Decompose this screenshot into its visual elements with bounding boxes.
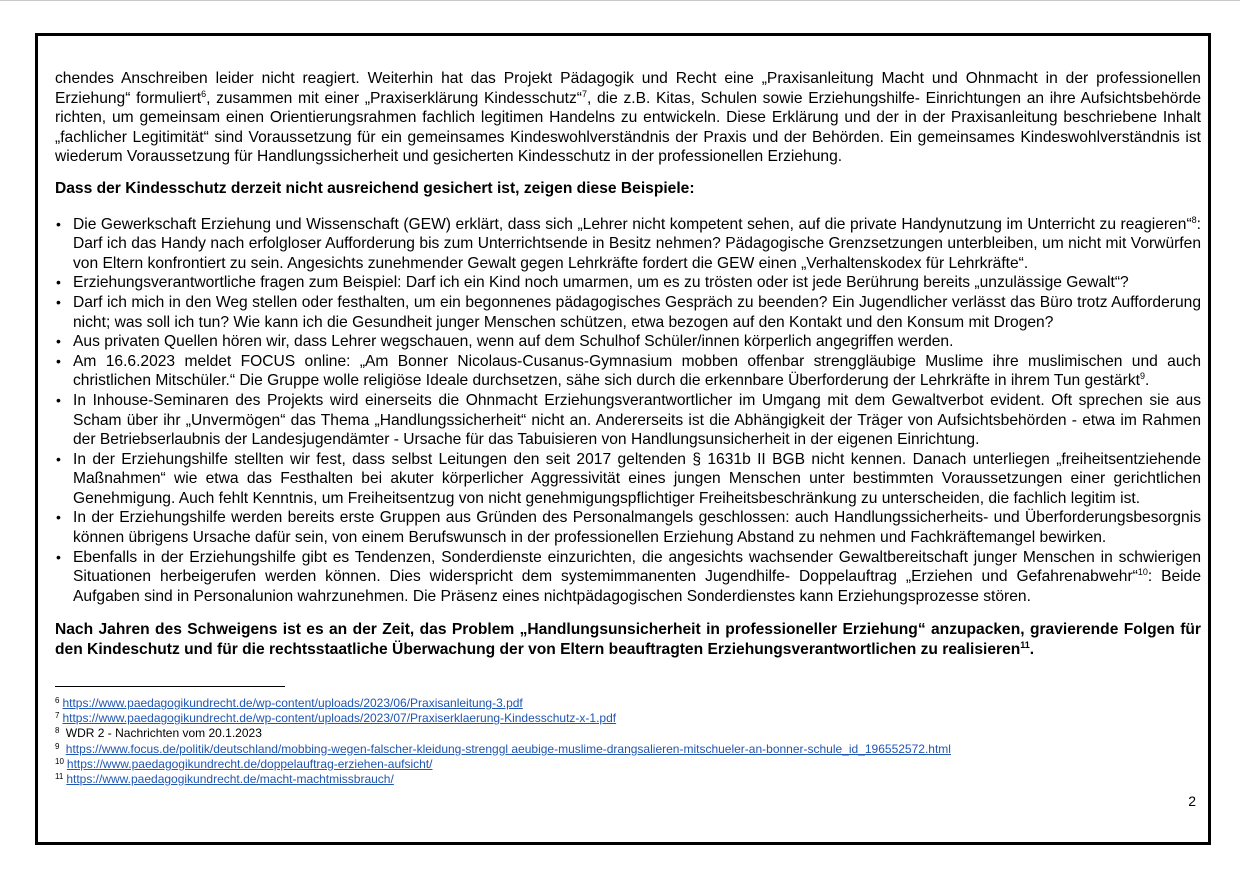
list-item-text: Die Gewerkschaft Erziehung und Wissenschaft (GEW) erklärt, dass sich „Lehrer nicht kompetent sehen, auf die private Handynutzung im Unterricht zu reagieren“ [73, 215, 1192, 233]
intro-text-1: chendes Anschreiben leider nicht reagiert. Weiterhin hat das Projekt Pädagogik und Recht eine „Praxisanleitung Macht und Ohnmacht in der professionellen Erziehung“ formuliert [55, 70, 1201, 107]
bullet-icon: • [56, 352, 61, 369]
top-divider [0, 0, 1240, 1]
footnote-number: 6 [55, 696, 60, 705]
list-item [55, 352, 1201, 391]
footnote-number: 11 [55, 772, 64, 782]
footnote-separator [55, 686, 285, 687]
footnote-ref-10[interactable]: 10 [1137, 567, 1148, 578]
intro-paragraph [55, 69, 1201, 167]
list-item-text: Am 16.6.2023 meldet FOCUS online: „Am Bonner Nicolaus-Cusanus-Gymnasium mobben offenbar strenggläubige Muslime ihre muslimischen und auch christlichen Mitschüler.“ Die Gruppe wolle religiöse Ideale durchsetzen, sähe sich durch die erkennbare Überforderung der Lehrkräfte in ihrem Tun gestärkt [73, 352, 1201, 390]
list-item-text-cont: : Darf ich das Handy nach erfolgloser Aufforderung bis zum Unterrichtsende in Besitz nehmen? Pädagogische Grenzsetzungen unterbleiben, um nicht mit Vorwürfen von Eltern konfrontiert zu sein. Angesichts zunehmender Gewalt gegen Lehrkräfte fordert die GEW einen „Verhaltenskodex für Lehrkräfte“. [73, 215, 1201, 272]
list-item-text-cont: : Beide Aufgaben sind in Personalunion wahrzunehmen. Die Präsenz eines nichtpädagogischen Sonderdienstes kann Erziehungsprozesse stören. [73, 568, 1201, 605]
footnote-7 [55, 711, 1201, 726]
footnote-link[interactable]: https://www.paedagogikundrecht.de/doppelauftrag-erziehen-aufsicht/ [66, 756, 433, 771]
section-heading: Dass der Kindesschutz derzeit nicht ausreichend gesichert ist, zeigen diese Beispiele: [55, 179, 695, 197]
footnote-ref-11[interactable]: 11 [1020, 640, 1030, 651]
list-item [55, 332, 1201, 352]
list-item [55, 391, 1201, 450]
bullet-icon: • [56, 548, 61, 565]
list-item [55, 273, 1201, 293]
bullet-icon: • [56, 450, 61, 467]
list-item-text: Aus privaten Quellen hören wir, dass Lehrer wegschauen, wenn auf dem Schulhof Schüler/innen körperlich angegriffen werden. [73, 333, 954, 351]
footnote-number: 8 [55, 726, 60, 736]
footnotes [55, 696, 1201, 787]
footnote-link[interactable]: https://www.paedagogikundrecht.de/macht-machtmissbrauch/ [66, 772, 394, 787]
footnote-ref-7[interactable]: 7 [581, 88, 587, 99]
footnote-number: 7 [55, 711, 60, 721]
intro-text-3: , die z.B. Kitas, Schulen sowie Erziehungshilfe- Einrichtungen an ihre Aufsichtsbehörde richten, um gemeinsam einen Orientierungsrahmen fachlich legitimen Handelns zu entwickeln. Diese Erklärung und der in der Praxisanleitung beschriebene Inhalt „fachlicher Legitimität“ sind Voraussetzung für ein gemeinsames Kindeswohlverständnis der Praxis und der Behörden. Ein gemeinsames Kindeswohlverständnis ist wiederum Voraussetzung für Handlungssicherheit und gesicherten Kindesschutz in der professionellen Erziehung. [55, 89, 1202, 166]
list-item-text: In der Erziehungshilfe stellten wir fest, dass selbst Leitungen den seit 2017 geltenden § 1631b II BGB nicht kennen. Danach unterliegen „freiheitsentziehende Maßnahmen“ wie etwa das Festhalten bei akuter körperlicher Aggressivität eines jungen Menschen unter bestimmten Voraussetzungen einer gerichtlichen Genehmigung. Auch fehlt Kenntnis, um Freiheitsentzug von nicht genehmigungspflichtiger Freiheitsbeschränkung zu unterscheiden, die fachlich legitim ist. [73, 450, 1201, 507]
footnote-11 [55, 772, 1201, 787]
examples-list [55, 215, 1201, 607]
document-body [55, 69, 1201, 660]
footnote-number: 10 [55, 756, 64, 766]
footnote-number: 9 [55, 741, 60, 751]
list-item [55, 548, 1201, 607]
footnote-9 [55, 742, 1201, 757]
list-item-text: Darf ich mich in den Weg stellen oder festhalten, um ein begonnenes pädagogisches Gespräch zu beenden? Ein Jugendlicher verlässt das Büro trotz Aufforderung nicht; was soll ich tun? Wie kann ich die Gesundheit junger Menschen schützen, etwa bezogen auf den Kontakt und den Konsum mit Drogen? [73, 293, 1201, 331]
conclusion-end: . [1029, 641, 1035, 659]
bullet-icon: • [56, 274, 61, 291]
bullet-icon: • [56, 509, 61, 526]
footnote-ref-6[interactable]: 6 [201, 88, 207, 99]
list-item-text: In Inhouse-Seminaren des Projekts wird einerseits die Ohnmacht Erziehungsverantwortlicher im Umgang mit dem Gewaltverbot evident. Oft sprechen sie aus Scham über ihr „Unvermögen“ das Thema „Handlungssicherheit“ nicht an. Andererseits ist die Abhängigkeit der Träger von Aufsichtsbehörden - etwa im Rahmen der Betriebserlaubnis der Landesjugendämter - Ursache für das Tabuisieren von Handlungsunsicherheit in der eigenen Einrichtung. [73, 391, 1201, 449]
bullet-icon: • [56, 215, 61, 232]
list-item-text-cont: . [1145, 372, 1150, 390]
footnote-ref-9[interactable]: 9 [1139, 371, 1145, 382]
list-item [55, 293, 1201, 332]
list-item-text: Ebenfalls in der Erziehungshilfe gibt es Tendenzen, Sonderdienste einzurichten, die angesichts wachsender Gewaltbereitschaft junger Menschen in schwierigen Situationen herbeigerufen werden können. Dies widerspricht dem systemimmanenten Jugendhilfe- Doppelauftrag „Erziehen und Gefahrenabwehr“ [73, 548, 1201, 586]
conclusion-text: Nach Jahren des Schweigens ist es an der Zeit, das Problem „Handlungsunsicherheit in professioneller Erziehung“ anzupacken, gravierende Folgen für den Kindeschutz und für die rechtsstaatliche Überwachung der von Eltern beauftragten Erziehungsverantwortlichen zu realisieren [55, 621, 1201, 659]
list-item [55, 508, 1201, 547]
list-item [55, 450, 1201, 509]
footnote-link[interactable]: https://www.focus.de/politik/deutschland/mobbing-wegen-falscher-kleidung-strenggl aeubige-muslime-drangsalieren-mitschueler-an-bonner-schule_id_196552572.html [65, 741, 951, 756]
bullet-icon: • [56, 293, 61, 310]
footnote-6 [55, 696, 1201, 711]
conclusion-paragraph [55, 620, 1201, 659]
footnote-ref-8[interactable]: 8 [1191, 214, 1197, 225]
intro-text-2: , zusammen mit einer „Praxiserklärung Kindesschutz“ [206, 89, 582, 107]
page-number: 2 [1188, 793, 1196, 809]
list-item-text: In der Erziehungshilfe werden bereits erste Gruppen aus Gründen des Personalmangels geschlossen: auch Handlungssicherheits- und Überforderungsbesorgnis können übrigens Ursache dafür sein, von einem Berufswunsch in der professionellen Erziehung Abstand zu nehmen und Fachkräftemangel bewirken. [73, 509, 1201, 547]
footnote-8 [55, 726, 1201, 741]
footnote-10 [55, 757, 1201, 772]
list-item [55, 215, 1201, 274]
page-frame [35, 33, 1211, 845]
footnote-link[interactable]: https://www.paedagogikundrecht.de/wp-content/uploads/2023/07/Praxiserklaerung-Kindesschutz-x-1.pdf [62, 711, 617, 726]
bullet-icon: • [56, 391, 61, 408]
footnote-text: WDR 2 - Nachrichten vom 20.1.2023 [65, 726, 262, 741]
footnote-link[interactable]: https://www.paedagogikundrecht.de/wp-content/uploads/2023/06/Praxisanleitung-3.pdf [62, 696, 523, 710]
bullet-icon: • [56, 333, 61, 350]
list-item-text: Erziehungsverantwortliche fragen zum Beispiel: Darf ich ein Kind noch umarmen, um es zu trösten oder ist jede Berührung bereits „unzulässige Gewalt“? [73, 274, 1129, 292]
